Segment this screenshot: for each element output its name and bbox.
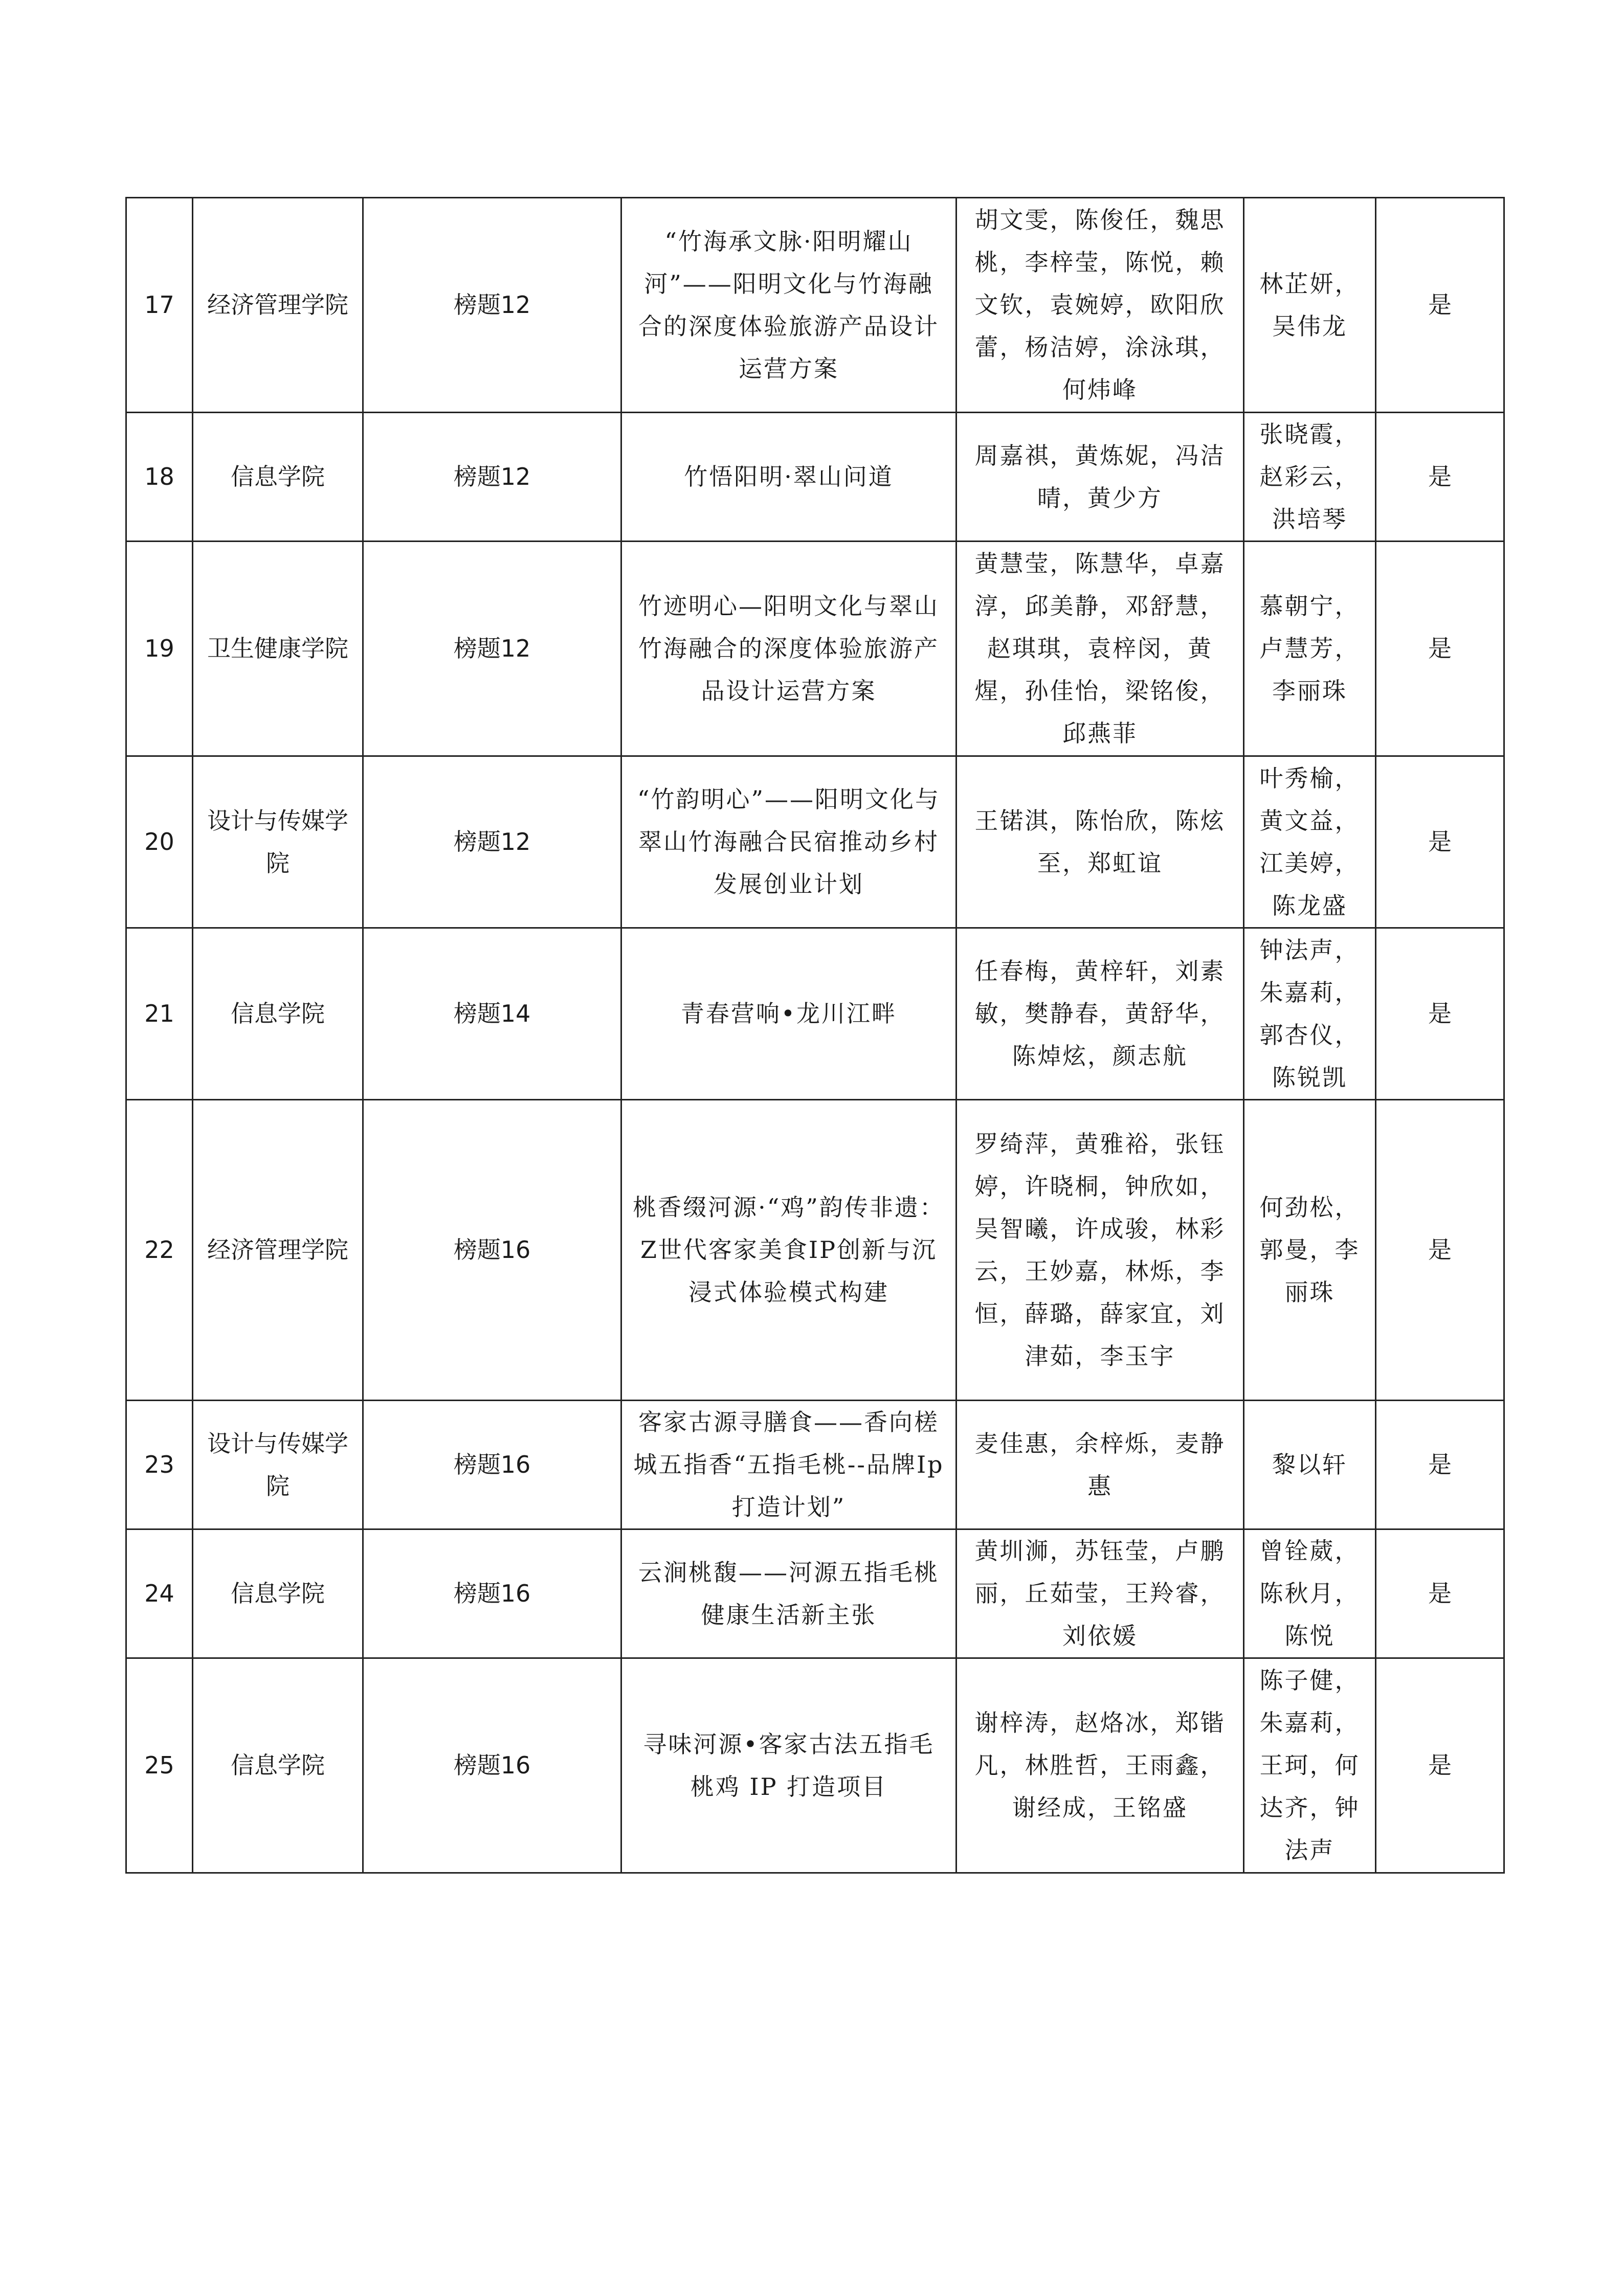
college-cell: 信息学院 <box>193 413 363 542</box>
project-title-cell: 青春营响•龙川江畔 <box>621 928 956 1100</box>
table-row <box>126 413 1504 542</box>
topic-cell: 榜题12 <box>363 756 621 928</box>
table-row <box>126 1401 1504 1529</box>
project-title-cell: 桃香缀河源·“鸡”韵传非遗：Z世代客家美食IP创新与沉浸式体验模式构建 <box>621 1100 956 1401</box>
college-cell: 设计与传媒学院 <box>193 756 363 928</box>
topic-cell: 榜题16 <box>363 1100 621 1401</box>
approved-cell: 是 <box>1376 928 1504 1100</box>
project-title-cell: 寻味河源•客家古法五指毛桃鸡 IP 打造项目 <box>621 1658 956 1873</box>
advisors-cell: 慕朝宁，卢慧芳，李丽珠 <box>1244 542 1376 756</box>
college-cell: 经济管理学院 <box>193 1100 363 1401</box>
advisors-cell: 曾铨葳，陈秋月，陈悦 <box>1244 1529 1376 1658</box>
advisors-cell: 张晓霞，赵彩云，洪培琴 <box>1244 413 1376 542</box>
college-cell: 信息学院 <box>193 1529 363 1658</box>
approved-cell: 是 <box>1376 1529 1504 1658</box>
approved-cell: 是 <box>1376 1401 1504 1529</box>
advisors-cell: 叶秀榆，黄文益，江美婷，陈龙盛 <box>1244 756 1376 928</box>
members-cell: 任春梅，黄梓轩，刘素敏，樊静春，黄舒华，陈焯炫，颜志航 <box>956 928 1244 1100</box>
members-cell: 谢梓涛，赵烙冰，郑锴凡，林胜哲，王雨鑫，谢经成，王铭盛 <box>956 1658 1244 1873</box>
advisors-cell: 黎以轩 <box>1244 1401 1376 1529</box>
advisors-cell: 钟法声，朱嘉莉，郭杏仪，陈锐凯 <box>1244 928 1376 1100</box>
row-number: 20 <box>126 756 193 928</box>
table-row <box>126 198 1504 413</box>
row-number: 22 <box>126 1100 193 1401</box>
project-title-cell: “竹海承文脉·阳明耀山河”——阳明文化与竹海融合的深度体验旅游产品设计运营方案 <box>621 198 956 413</box>
advisors-cell: 林芷妍，吴伟龙 <box>1244 198 1376 413</box>
approved-cell: 是 <box>1376 756 1504 928</box>
college-cell: 信息学院 <box>193 928 363 1100</box>
advisors-cell: 何劲松，郭曼，李丽珠 <box>1244 1100 1376 1401</box>
project-table <box>125 197 1505 1874</box>
table-row <box>126 928 1504 1100</box>
members-cell: 罗绮萍，黄雅裕，张钰婷，许晓桐，钟欣如，吴智曦，许成骏，林彩云，王妙嘉，林烁，李恒，薛璐，薛家宜，刘津茹，李玉宇 <box>956 1100 1244 1401</box>
members-cell: 胡文雯，陈俊任，魏思桃，李梓莹，陈悦，赖文钦，袁婉婷，欧阳欣蕾，杨洁婷，涂泳琪，何炜峰 <box>956 198 1244 413</box>
table-row <box>126 1529 1504 1658</box>
college-cell: 信息学院 <box>193 1658 363 1873</box>
row-number: 25 <box>126 1658 193 1873</box>
members-cell: 麦佳惠，余梓烁，麦静惠 <box>956 1401 1244 1529</box>
college-cell: 经济管理学院 <box>193 198 363 413</box>
project-title-cell: 云涧桃馥——河源五指毛桃健康生活新主张 <box>621 1529 956 1658</box>
table-row <box>126 1658 1504 1873</box>
members-cell: 王锘淇，陈怡欣，陈炫至，郑虹谊 <box>956 756 1244 928</box>
row-number: 19 <box>126 542 193 756</box>
approved-cell: 是 <box>1376 542 1504 756</box>
table-row <box>126 542 1504 756</box>
project-title-cell: 竹迹明心—阳明文化与翠山竹海融合的深度体验旅游产品设计运营方案 <box>621 542 956 756</box>
approved-cell: 是 <box>1376 198 1504 413</box>
project-title-cell: 竹悟阳明·翠山问道 <box>621 413 956 542</box>
advisors-cell: 陈子健，朱嘉莉，王珂，何达齐，钟法声 <box>1244 1658 1376 1873</box>
approved-cell: 是 <box>1376 1658 1504 1873</box>
topic-cell: 榜题14 <box>363 928 621 1100</box>
table-row <box>126 1100 1504 1401</box>
topic-cell: 榜题16 <box>363 1658 621 1873</box>
college-cell: 设计与传媒学院 <box>193 1401 363 1529</box>
project-title-cell: 客家古源寻膳食——香向槎城五指香“五指毛桃--品牌Ip打造计划” <box>621 1401 956 1529</box>
project-title-cell: “竹韵明心”——阳明文化与翠山竹海融合民宿推动乡村发展创业计划 <box>621 756 956 928</box>
topic-cell: 榜题12 <box>363 413 621 542</box>
row-number: 23 <box>126 1401 193 1529</box>
row-number: 17 <box>126 198 193 413</box>
topic-cell: 榜题12 <box>363 542 621 756</box>
approved-cell: 是 <box>1376 413 1504 542</box>
members-cell: 黄慧莹，陈慧华，卓嘉淳，邱美静，邓舒慧，赵琪琪，袁梓闵，黄煋，孙佳怡，梁铭俊，邱燕菲 <box>956 542 1244 756</box>
row-number: 18 <box>126 413 193 542</box>
approved-cell: 是 <box>1376 1100 1504 1401</box>
members-cell: 黄圳浉，苏钰莹，卢鹏丽，丘茹莹，王羚睿，刘依媛 <box>956 1529 1244 1658</box>
table-row <box>126 756 1504 928</box>
topic-cell: 榜题16 <box>363 1401 621 1529</box>
row-number: 21 <box>126 928 193 1100</box>
topic-cell: 榜题12 <box>363 198 621 413</box>
college-cell: 卫生健康学院 <box>193 542 363 756</box>
members-cell: 周嘉祺，黄炼妮，冯洁晴，黄少方 <box>956 413 1244 542</box>
topic-cell: 榜题16 <box>363 1529 621 1658</box>
row-number: 24 <box>126 1529 193 1658</box>
